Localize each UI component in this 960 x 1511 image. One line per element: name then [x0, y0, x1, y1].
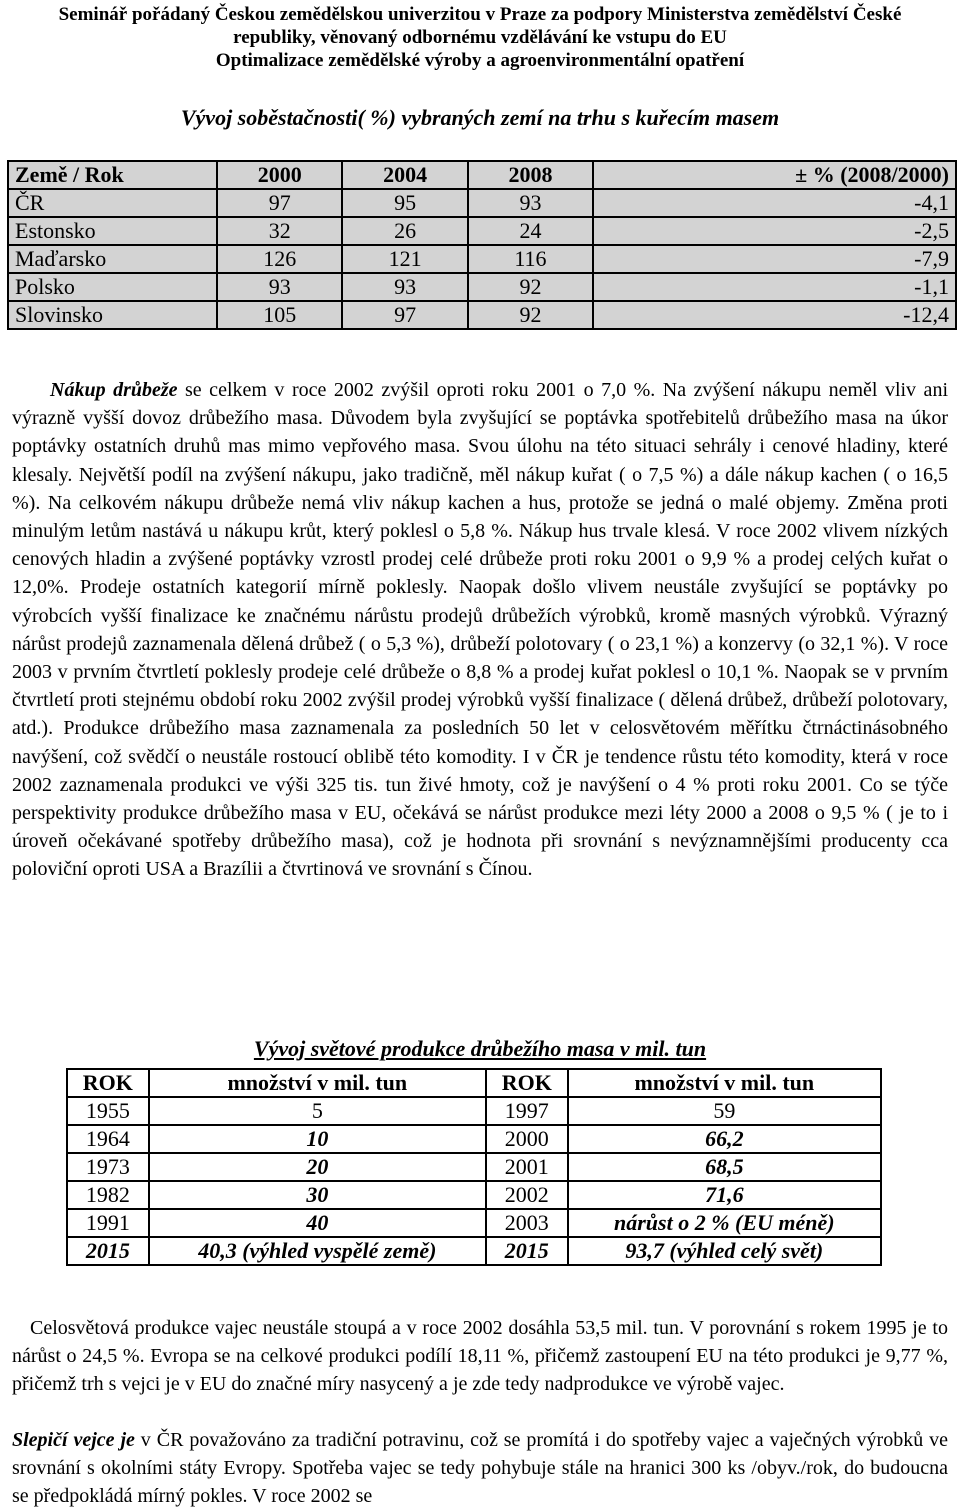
- header-cell: množství v mil. tun: [568, 1069, 881, 1097]
- value-cell: 93: [468, 189, 593, 217]
- table-row: [8, 301, 956, 329]
- year-cell: 2000: [486, 1125, 568, 1153]
- table-row: [8, 217, 956, 245]
- value-cell: 24: [468, 217, 593, 245]
- table-row: [8, 189, 956, 217]
- header-cell: 2004: [342, 161, 467, 189]
- value-cell: 97: [217, 189, 342, 217]
- value-cell: 121: [342, 245, 467, 273]
- amount-cell: 71,6: [568, 1181, 881, 1209]
- amount-cell: 10: [149, 1125, 486, 1153]
- poultry-purchase-paragraph: [12, 376, 948, 884]
- change-cell: -1,1: [593, 273, 956, 301]
- amount-cell: 5: [149, 1097, 486, 1125]
- table-header-row: [67, 1069, 881, 1097]
- amount-cell: 93,7 (výhled celý svět): [568, 1237, 881, 1265]
- header-cell: 2008: [468, 161, 593, 189]
- table1-title: Vývoj soběstačnosti( %) vybraných zemí na trhu s kuřecím masem: [180, 105, 780, 130]
- table-row: [67, 1153, 881, 1181]
- year-cell: 1991: [67, 1209, 149, 1237]
- amount-cell: 20: [149, 1153, 486, 1181]
- year-cell: 2015: [486, 1237, 568, 1265]
- value-cell: 105: [217, 301, 342, 329]
- header-line-3: Optimalizace zemědělské výroby a agroenvironmentální opatření: [215, 50, 745, 71]
- amount-cell: 59: [568, 1097, 881, 1125]
- amount-cell: 40: [149, 1209, 486, 1237]
- country-cell: Maďarsko: [8, 245, 217, 273]
- year-cell: 1982: [67, 1181, 149, 1209]
- amount-cell: 66,2: [568, 1125, 881, 1153]
- year-cell: 2002: [486, 1181, 568, 1209]
- change-cell: -12,4: [593, 301, 956, 329]
- country-cell: Slovinsko: [8, 301, 217, 329]
- seminar-header: [0, 0, 960, 72]
- value-cell: 92: [468, 273, 593, 301]
- value-cell: 97: [342, 301, 467, 329]
- paragraph-lead: Slepičí vejce je: [12, 1429, 135, 1451]
- header-cell: Země / Rok: [8, 161, 217, 189]
- world-production-table: [66, 1068, 882, 1266]
- table-row: [8, 273, 956, 301]
- value-cell: 93: [217, 273, 342, 301]
- header-line-1: Seminář pořádaný Českou zemědělskou univerzitou v Praze za podpory Ministerstva zemědělství České: [58, 4, 902, 25]
- value-cell: 95: [342, 189, 467, 217]
- paragraph-lead: Nákup drůbeže: [50, 379, 178, 401]
- change-cell: -2,5: [593, 217, 956, 245]
- header-cell: ROK: [486, 1069, 568, 1097]
- year-cell: 2001: [486, 1153, 568, 1181]
- table-row: [67, 1237, 881, 1265]
- table2-title: Vývoj světové produkce drůbežího masa v mil. tun: [253, 1036, 707, 1061]
- year-cell: 1997: [486, 1097, 568, 1125]
- value-cell: 92: [468, 301, 593, 329]
- value-cell: 32: [217, 217, 342, 245]
- country-cell: Estonsko: [8, 217, 217, 245]
- paragraph-text: v ČR považováno za tradiční potravinu, což se promítá i do spotřeby vajec a vaječných výrobků ve srovnání s okolními státy Evropy. Spotřeba vajec se tedy pohybuje stále na hranici 300 ks /obyv./rok, do budoucna se předpokládá mírný pokles. V roce 2002 se: [12, 1429, 948, 1508]
- country-cell: ČR: [8, 189, 217, 217]
- value-cell: 93: [342, 273, 467, 301]
- change-cell: -7,9: [593, 245, 956, 273]
- amount-cell: 40,3 (výhled vyspělé země): [149, 1237, 486, 1265]
- table-row: [67, 1097, 881, 1125]
- paragraph-text: se celkem v roce 2002 zvýšil oproti roku 2001 o 7,0 %. Na zvýšení nákupu neměl vliv ani výrazně vyšší dovoz drůbežího masa. Důvodem byla zvyšující se poptávka spotřebitelů drůbežího masa na úkor poptávky ostatních druhů mas mimo vepřového masa. Svou úlohu na této situaci sehrály i cenové hladiny, které klesaly. Největší podíl na zvýšení nákupu, jako tradičně, měl nákup kuřat ( o 7,5 %) a dále nákup kachen ( o 16,5 %). Na celkovém nákupu drůbeže nemá vliv nákup kachen a hus, protože se jedná o malé objemy. Změna proti minulým letům nastává u nákupu krůt, který poklesl o 5,8 %. Nákup hus trvale klesá. V roce 2002 vlivem nízkých cenových hladin a zvýšené poptávky vzrostl prodej celé drůbeže proti roku 2001 o 9,9 % a prodej celých kuřat o 12,0%. Prodeje ostatních kategorií mírně poklesly. Naopak došlo vlivem neustále zvyšující se poptávky po výrobcích vyšší finalizace ke značnému nárůstu prodejů drůbežích výrobků, kromě masných výrobků. Výrazný nárůst prodejů zaznamenala dělená drůbež ( o 5,3 %), drůbeží polotovary ( o 23,1 %) a konzervy (o 32,1 %). V roce 2003 v prvním čtvrtletí poklesly prodeje celé drůbeže o 8,8 % a prodej kuřat poklesl o 10,1 %. Naopak se v prvním čtvrtletí proti stejnému období roku 2002 zvýšil prodej výrobků vyšší finalizace ( dělená drůbež, drůbeží polotovary, atd.). Produkce drůbežího masa zaznamenala za posledních 50 let v celosvětovém měřítku čtrnáctinásobného navýšení, což svědčí o neustále rostoucí oblibě této komodity. I v ČR je tendence růstu této komodity, která v roce 2002 zaznamenala produkci ve výši 325 tis. tun živé hmoty, což je navýšení o 4 % proti roku 2001. Co se týče perspektivity produkce drůbežího masa v EU, očekává se nárůst produkce mezi léty 2000 a 2008 o 9,5 % ( je to i úroveň očekávané spotřeby drůbežího masa), což je hodnota při srovnání s nevýznamnějšími producenty cca poloviční oproti USA a Brazílii a čtvrtinová ve srovnání s Čínou.: [12, 379, 948, 881]
- table-row: [67, 1125, 881, 1153]
- self-sufficiency-table: [7, 160, 957, 330]
- egg-production-paragraph: Celosvětová produkce vajec neustále stoupá a v roce 2002 dosáhla 53,5 mil. tun. V porovnání s rokem 1995 je to nárůst o 24,5 %. Evropa se na celkové produkci podílí 18,11 %, přičemž zastoupení EU na této produkci je 9,77 %, přičemž trh s vejci je v EU do značné míry nasycený a je zde tedy nadprodukce ve výrobě vajec.: [12, 1317, 948, 1396]
- value-cell: 116: [468, 245, 593, 273]
- year-cell: 1955: [67, 1097, 149, 1125]
- amount-cell: 68,5: [568, 1153, 881, 1181]
- header-line-2: republiky, věnovaný odbornému vzdělávání ke vstupu do EU: [233, 27, 727, 48]
- header-cell: 2000: [217, 161, 342, 189]
- value-cell: 126: [217, 245, 342, 273]
- amount-cell: nárůst o 2 % (EU méně): [568, 1209, 881, 1237]
- country-cell: Polsko: [8, 273, 217, 301]
- year-cell: 2015: [67, 1237, 149, 1265]
- year-cell: 1964: [67, 1125, 149, 1153]
- change-cell: -4,1: [593, 189, 956, 217]
- year-cell: 2003: [486, 1209, 568, 1237]
- table-row: [67, 1209, 881, 1237]
- table-row: [67, 1181, 881, 1209]
- header-cell: ± % (2008/2000): [593, 161, 956, 189]
- header-cell: množství v mil. tun: [149, 1069, 486, 1097]
- table-header-row: [8, 161, 956, 189]
- amount-cell: 30: [149, 1181, 486, 1209]
- header-cell: ROK: [67, 1069, 149, 1097]
- hen-eggs-paragraph: [12, 1426, 948, 1511]
- value-cell: 26: [342, 217, 467, 245]
- year-cell: 1973: [67, 1153, 149, 1181]
- table-row: [8, 245, 956, 273]
